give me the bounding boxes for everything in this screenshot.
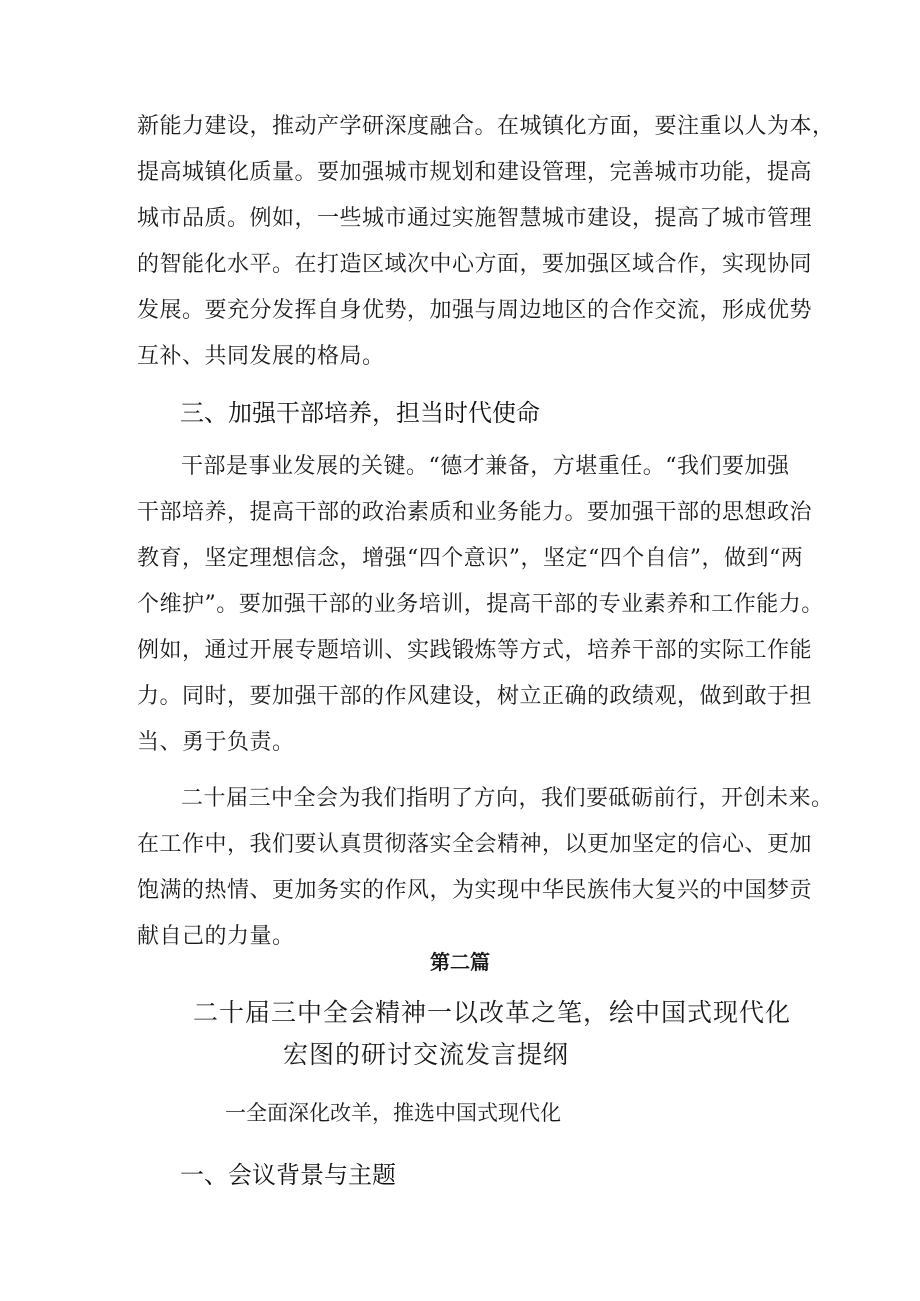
document-subtitle: 一全面深化改羊，推选中国式现代化	[225, 1101, 561, 1125]
text-line: 献自己的力量。	[137, 924, 295, 949]
section-heading-cadre-training: 三、加强干部培养，担当时代使命	[180, 399, 540, 427]
text-line: 发展。要充分发挥自身优势，加强与周边地区的合作交流，形成优势	[137, 298, 813, 323]
text-line: 城市品质。例如，一些城市通过实施智慧城市建设，提高了城市管理	[137, 206, 813, 231]
text-line: 个维护”。要加强干部的业务培训，提高干部的专业素养和工作能力。	[137, 592, 824, 617]
text-line: 当、勇于负责。	[137, 730, 295, 755]
part-label: 第二篇	[430, 950, 490, 974]
text-line: 互补、共同发展的格局。	[137, 344, 385, 369]
text-line: 例如，通过开展专题培训、实践锻炼等方式，培养干部的实际工作能	[137, 638, 813, 663]
text-line: 在工作中，我们要认真贯彻落实全会精神，以更加坚定的信心、更加	[137, 832, 813, 857]
text-line: 教育，坚定理想信念，增强“四个意识”，坚定“四个自信”，做到“两	[137, 546, 804, 571]
document-title-line-2: 宏图的研讨交流发言提纲	[283, 1040, 570, 1069]
text-line: 的智能化水平。在打造区域次中心方面，要加强区域合作，实现协同	[137, 252, 813, 277]
text-line: 提高城镇化质量。要加强城市规划和建设管理，完善城市功能，提高	[137, 160, 813, 185]
text-line: 二十届三中全会为我们指明了方向，我们要砥砺前行，开创未来。	[181, 786, 834, 811]
section-heading-background: 一、会议背景与主题	[180, 1161, 396, 1189]
text-line: 力。同时，要加强干部的作风建设，树立正确的政绩观，做到敢于担	[137, 684, 813, 709]
text-line: 饱满的热情、更加务实的作风，为实现中华民族伟大复兴的中国梦贡	[137, 878, 813, 903]
text-line: 新能力建设，推动产学研深度融合。在城镇化方面，要注重以人为本，	[137, 114, 835, 139]
text-line: 干部是事业发展的关键。“德才兼备，方堪重任。“我们要加强	[181, 454, 790, 479]
text-line: 干部培养，提高干部的政治素质和业务能力。要加强干部的思想政治	[137, 500, 813, 525]
document-title-line-1: 二十届三中全会精神一以改革之笔，绘中国式现代化	[193, 998, 792, 1027]
